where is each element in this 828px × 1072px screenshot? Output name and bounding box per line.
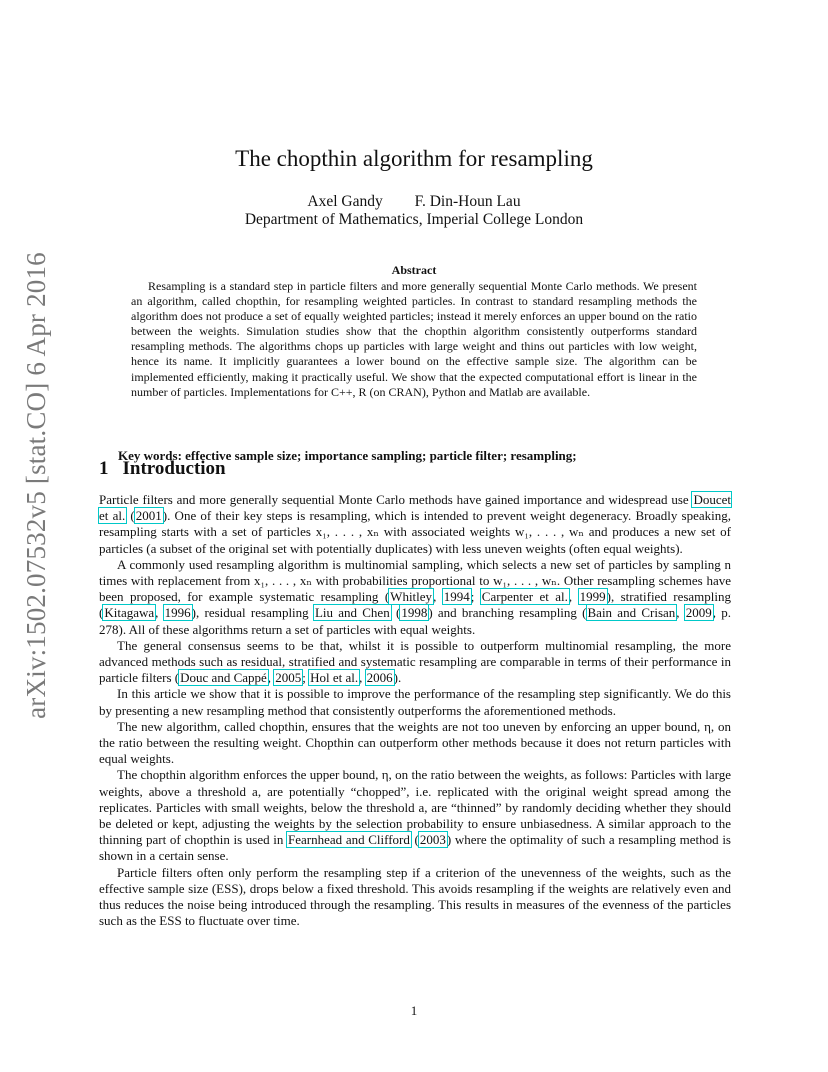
paper-title: The chopthin algorithm for resampling xyxy=(235,146,593,171)
citation-link[interactable]: Douc and Cappé xyxy=(180,670,267,686)
citation-link[interactable]: 2005 xyxy=(275,670,302,686)
citation-link[interactable]: Hol et al. xyxy=(310,670,359,686)
arxiv-margin-identifier xyxy=(20,251,52,719)
paragraph-text: ) and branching resampling ( xyxy=(428,605,587,621)
body-paragraph xyxy=(99,865,731,930)
paragraph-text: , p. 278). All of these algorithms return a set of particles with equal weights. xyxy=(99,605,732,637)
paragraph-text: ), stratified resampling ( xyxy=(99,589,732,621)
citation-link[interactable]: 1999 xyxy=(579,589,606,605)
citation-link[interactable]: 1996 xyxy=(164,605,191,621)
affiliation: Department of Mathematics, Imperial College London xyxy=(244,211,584,228)
body-paragraph xyxy=(99,492,731,557)
citation-link[interactable]: Fearnhead and Clifford xyxy=(288,832,410,848)
page-number: 1 xyxy=(410,1003,418,1018)
section-number: 1 xyxy=(99,458,109,479)
paragraph-text: Particle filters often only perform the resampling step if a criterion of the unevenness of the weights, such as the effective sample size (ESS), drops below a fixed threshold. This avoids resampling if the weights are relatively even and thus reduces the noise being introduced through the resampling. This results in measures of the evenness of the particles such as the ESS to fluctuate over time. xyxy=(99,864,731,929)
citation-link[interactable]: 2003 xyxy=(419,832,446,848)
citation-link[interactable]: Liu and Chen xyxy=(314,605,390,621)
paragraph-text: The new algorithm, called chopthin, ensures that the weights are not too uneven by enforcing an upper bound, η, on the ratio between the resulting weight. Chopthin can outperform other methods because it does not return particles with equal weights. xyxy=(99,718,731,767)
body-paragraph xyxy=(99,767,731,864)
paragraph-text: In this article we show that it is possible to improve the performance of the resampling step significantly. We do this by presenting a new resampling method that consistently outperforms the aforementioned methods. xyxy=(99,686,731,718)
paragraph-text: ), residual resampling xyxy=(191,605,314,621)
keywords: Key words: effective sample size; importance sampling; particle filter; resampling; xyxy=(118,448,577,463)
citation-link[interactable]: Whitley xyxy=(390,589,433,605)
paragraph-text: ; xyxy=(302,670,310,686)
paragraph-text: A commonly used resampling algorithm is multinomial sampling, which selects a new set of particles by sampling n times with replacement from x₁, . . . , xₙ with probabilities proportional to w₁, . . . , wₙ. Other resampling schemes have been proposed, for example systematic resampling ( xyxy=(99,556,731,605)
paragraph-text: ( xyxy=(390,605,401,621)
citation-link[interactable]: Bain and Crisan xyxy=(587,605,676,621)
arxiv-id-text: arXiv:1502.07532v5 [stat.CO] 6 Apr 2016 xyxy=(20,251,51,719)
paragraph-text: ( xyxy=(126,508,135,524)
citation-link[interactable]: Carpenter et al. xyxy=(481,589,568,605)
paragraph-text: ( xyxy=(410,832,419,848)
paragraph-text: , xyxy=(155,605,164,621)
body-text xyxy=(99,492,731,929)
body-paragraph xyxy=(99,686,731,718)
paragraph-text: ; xyxy=(470,589,481,605)
body-paragraph xyxy=(99,557,731,638)
citation-link[interactable]: Doucet et al. xyxy=(99,492,731,524)
body-paragraph xyxy=(99,638,731,687)
citation-link[interactable]: 2001 xyxy=(135,508,162,524)
citation-link[interactable]: 2009 xyxy=(685,605,712,621)
paragraph-text: , xyxy=(433,589,443,605)
paragraph-text: The chopthin algorithm enforces the upper bound, η, on the ratio between the weights, as follows: Particles with large weights, above a threshold a, are potentially “chopped”, i.e. replicated with the original weight spread among the replicates. Particles with small weights, below the threshold a, are “thinned” by randomly deciding whether they should be deleted or kept, adjusting the weights by the selection probability to ensure unbiasedness. A similar approach to the thinning part of chopthin is used in xyxy=(99,767,731,848)
citation-link[interactable]: 1994 xyxy=(443,589,470,605)
author-name: F. Din-Houn Lau xyxy=(414,193,521,210)
paragraph-text: , xyxy=(359,670,366,686)
paragraph-text: ). One of their key steps is resampling, which is intended to prevent weight degeneracy. Broadly speaking, resampling starts with a set of particles x₁, . . . , xₙ with associated weights w₁, . . . , wₙ and produces a new set of particles (a subset of the original set with potentially duplicates) with less uneven weights (often equal weights). xyxy=(99,508,731,556)
paragraph-text: ) where the optimality of such a resampling method is shown in a certain sense. xyxy=(99,832,731,864)
body-paragraph xyxy=(99,719,731,768)
paragraph-text: , xyxy=(676,605,685,621)
section-heading xyxy=(99,458,226,480)
abstract-heading: Abstract xyxy=(391,263,437,277)
citation-link[interactable]: 2006 xyxy=(366,670,393,686)
citation-link[interactable]: 1998 xyxy=(401,605,428,621)
paragraph-text: The general consensus seems to be that, whilst it is possible to outperform multinomial resampling, the more advanced methods such as residual, stratified and systematic resampling are comparable in terms of their performance in particle filters ( xyxy=(99,637,731,686)
paragraph-text: , xyxy=(568,589,579,605)
author-name: Axel Gandy xyxy=(307,193,383,210)
author-list xyxy=(0,193,828,211)
abstract-text: Resampling is a standard step in particle filters and more generally sequential Monte Carlo methods. We present an algorithm, called chopthin, for resampling weighted particles. In contrast to standard resampling methods the algorithm does not produce a set of equally weighted particles; instead it merely enforces an upper bound on the ratio between the weights. Simulation studies show that the chopthin algorithm consistently outperforms standard resampling methods. The algorithms chops up particles with large weight and thins out particles with low weight, hence its name. It implicitly guarantees a lower bound on the effective sample size. The algorithm can be implemented efficiently, making it practically useful. We show that the expected computational effort is linear in the number of particles. Implementations for C++, R (on CRAN), Python and Matlab are available. xyxy=(131,279,697,399)
section-title: Introduction xyxy=(122,458,226,479)
paragraph-text: , xyxy=(267,670,275,686)
paragraph-text: Particle filters and more generally sequential Monte Carlo methods have gained importance and widespread use xyxy=(99,492,693,507)
citation-link[interactable]: Kitagawa xyxy=(104,605,155,621)
paragraph-text: ). xyxy=(393,670,402,686)
